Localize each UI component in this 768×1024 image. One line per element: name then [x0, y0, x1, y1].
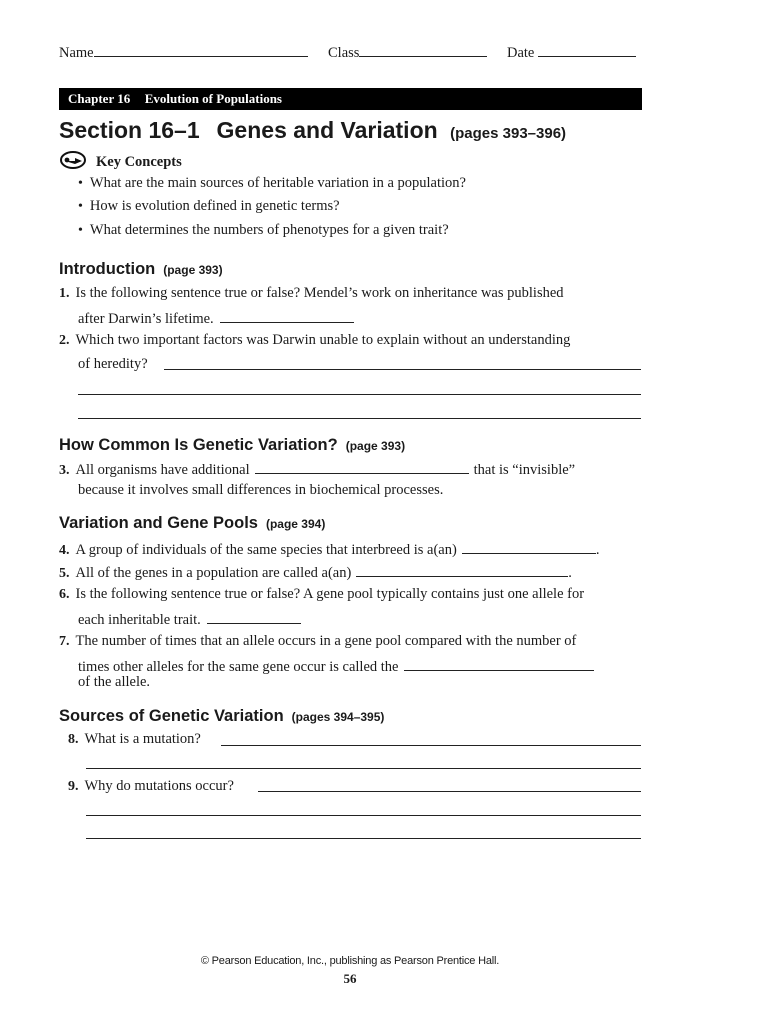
question-1: 1. Is the following sentence true or false? Mendel’s work on inheritance was published — [59, 285, 564, 301]
section-title — [59, 117, 566, 144]
introduction-heading: Introduction (page 393) — [59, 260, 223, 278]
answer-7-blank[interactable] — [404, 656, 594, 671]
answer-6-blank[interactable] — [207, 609, 301, 624]
class-label: Class — [328, 45, 360, 61]
section-pages: (pages 393–396) — [450, 125, 567, 142]
question-9: 9. Why do mutations occur? — [68, 778, 234, 794]
question-7: 7. The number of times that an allele occurs in a gene pool compared with the number of — [59, 633, 577, 649]
question-3-line2: because it involves small differences in biochemical processes. — [78, 482, 444, 498]
question-7-line2: times other alleles for the same gene occur is called the — [78, 656, 594, 676]
chapter-title: Evolution of Populations — [144, 91, 282, 106]
copyright-notice: © Pearson Education, Inc., publishing as Pearson Prentice Hall. — [200, 955, 500, 967]
question-2-line2: of heredity? — [78, 356, 148, 372]
answer-2-line[interactable] — [78, 394, 641, 395]
key-concepts-heading: Key Concepts — [96, 154, 182, 170]
question-4: 4. A group of individuals of the same species that interbreed is a(an) . — [59, 539, 599, 559]
question-5: 5. All of the genes in a population are called a(an) . — [59, 562, 572, 582]
answer-4-blank[interactable] — [462, 539, 596, 554]
question-8: 8. What is a mutation? — [68, 731, 201, 747]
answer-9-line[interactable] — [86, 815, 641, 816]
key-icon — [60, 151, 88, 174]
chapter-banner — [59, 88, 642, 110]
answer-1-blank[interactable] — [220, 308, 354, 323]
answer-3-blank[interactable] — [255, 459, 469, 474]
answer-2-line[interactable] — [78, 418, 641, 419]
date-blank[interactable] — [538, 42, 636, 57]
date-label: Date — [507, 45, 535, 61]
class-field-row — [328, 42, 487, 62]
key-concept-item: • What are the main sources of heritable variation in a population? — [78, 175, 466, 191]
question-7-line3: of the allele. — [78, 674, 151, 690]
date-field-row — [507, 42, 636, 62]
question-2: 2. Which two important factors was Darwin unable to explain without an understanding — [59, 332, 571, 348]
question-1-line2: after Darwin’s lifetime. — [78, 308, 354, 328]
answer-8-line[interactable] — [86, 768, 641, 769]
name-label: Name — [59, 45, 94, 61]
key-concept-item: • What determines the numbers of phenotypes for a given trait? — [78, 222, 449, 238]
sources-heading: Sources of Genetic Variation (pages 394–395) — [59, 707, 385, 725]
name-field-row — [59, 42, 308, 62]
how-common-heading: How Common Is Genetic Variation? (page 393) — [59, 436, 406, 454]
name-blank[interactable] — [94, 42, 308, 57]
question-6-line2: each inheritable trait. — [78, 609, 301, 629]
answer-2-line[interactable] — [164, 369, 641, 370]
answer-9-line[interactable] — [258, 791, 641, 792]
gene-pools-heading: Variation and Gene Pools (page 394) — [59, 514, 326, 532]
section-number: Section 16–1 — [59, 117, 200, 143]
answer-8-line[interactable] — [221, 745, 641, 746]
key-concept-item: • How is evolution defined in genetic terms? — [78, 198, 340, 214]
section-name: Genes and Variation — [216, 117, 438, 143]
question-3: 3. All organisms have additional that is “invisible” — [59, 459, 575, 479]
class-blank[interactable] — [359, 42, 487, 57]
answer-9-line[interactable] — [86, 838, 641, 839]
answer-5-blank[interactable] — [356, 562, 568, 577]
chapter-number: Chapter 16 — [68, 91, 131, 106]
page-number: 56 — [343, 971, 357, 986]
question-6: 6. Is the following sentence true or false? A gene pool typically contains just one allele for — [59, 586, 585, 602]
